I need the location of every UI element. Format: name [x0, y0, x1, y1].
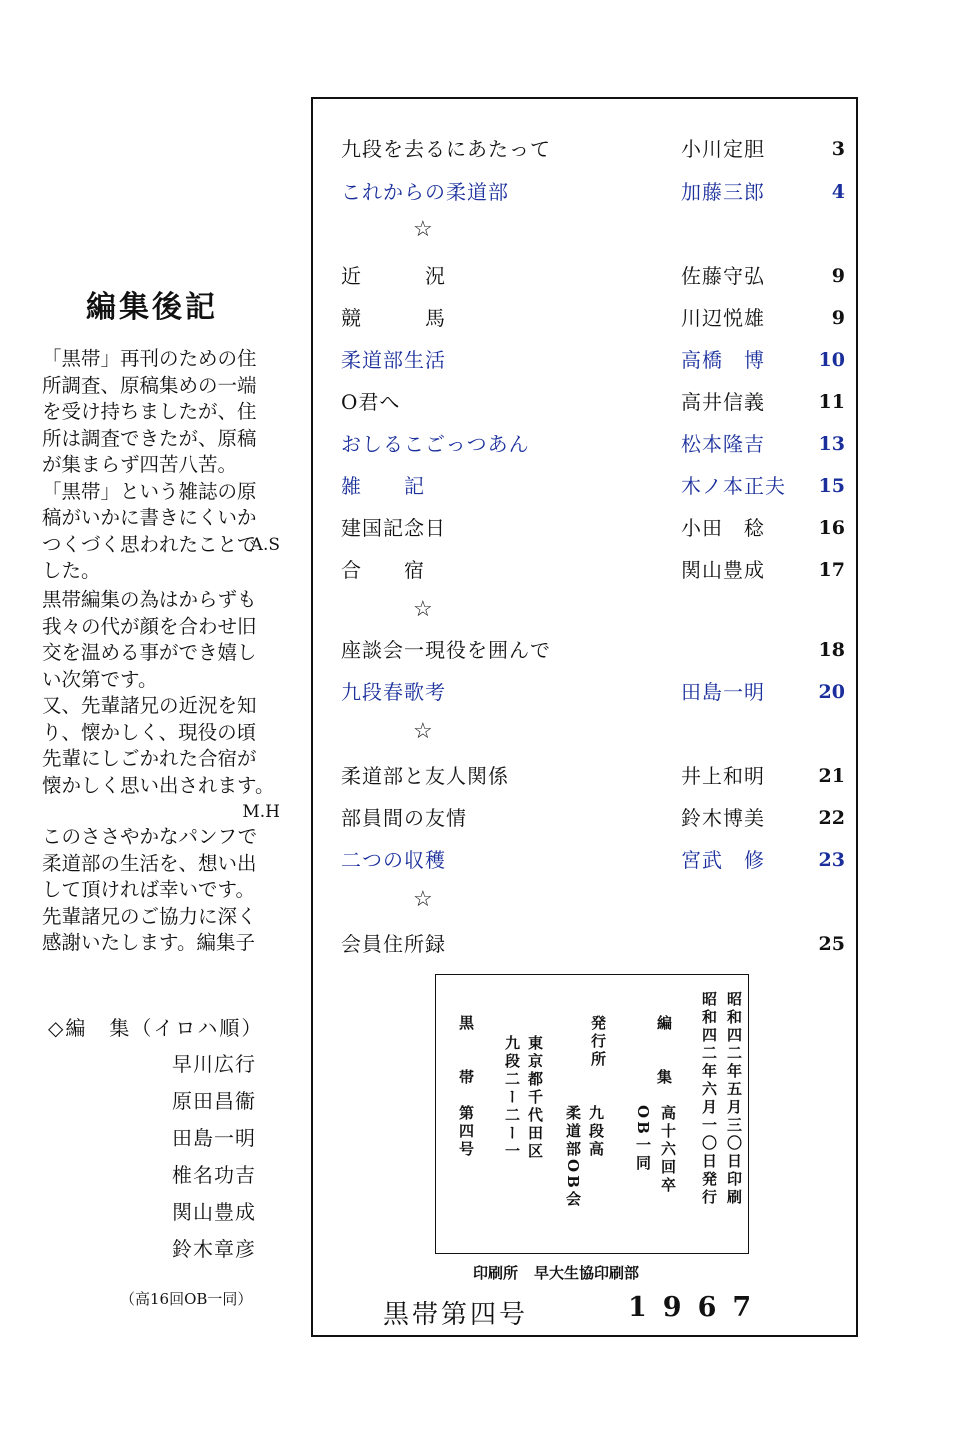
toc-page-number: 17 — [818, 559, 845, 581]
toc-title: 柔道部と友人関係 — [341, 764, 509, 788]
note-line: 先輩にしごかれた合宿が — [42, 747, 257, 770]
toc-title: これからの柔道部 — [341, 180, 509, 204]
toc-title: 建国記念日 — [341, 516, 446, 540]
toc-author: 小田 稔 — [681, 516, 765, 540]
toc-entry — [341, 303, 851, 333]
toc-author: 小川定胆 — [681, 137, 765, 161]
colophon-column: 発行所 — [589, 1015, 607, 1069]
toc-entry — [341, 345, 851, 375]
toc-author: 川辺悦雄 — [681, 306, 765, 330]
toc-page-number: 10 — [818, 349, 845, 371]
note-line: 感謝いたします。編集子 — [42, 931, 255, 954]
note-line: い次第です。 — [42, 667, 158, 691]
toc-entry — [341, 929, 851, 959]
toc-title: 九段を去るにあたって — [341, 137, 551, 161]
toc-title: O君へ — [341, 390, 401, 414]
note-signature: M.H — [242, 802, 280, 822]
toc-title: 二つの収穫 — [341, 848, 446, 872]
toc-page-number: 21 — [818, 765, 845, 787]
note-line: 所は調査できたが、原稿 — [42, 426, 257, 450]
toc-title: 部員間の友情 — [341, 806, 467, 830]
toc-author: 高井信義 — [681, 390, 765, 414]
note-signature: A.S — [250, 535, 280, 555]
toc-entry — [341, 134, 851, 164]
note-line: 先輩諸兄のご協力に深く — [42, 904, 257, 928]
toc-entry — [341, 635, 851, 665]
toc-title: 会員住所録 — [341, 932, 446, 956]
afterword-note — [42, 824, 302, 957]
publication-title: 黒帯第四号 — [383, 1300, 529, 1330]
toc-page-number: 25 — [818, 933, 845, 955]
editors-list — [172, 1046, 256, 1268]
editors-heading: ◇編 集（イロハ順） — [48, 1016, 264, 1040]
note-line: 所調査、原稿集めの一端 — [42, 373, 257, 397]
toc-author: 松本隆吉 — [681, 432, 765, 456]
toc-title: 九段春歌考 — [341, 680, 446, 704]
toc-title: おしるこごっつあん — [341, 432, 530, 456]
toc-entry — [341, 803, 851, 833]
note-line: 黒帯編集の為はからずも — [42, 588, 257, 611]
toc-entry — [341, 177, 851, 207]
afterword-title: 編集後記 — [86, 290, 218, 325]
note-line: 「黒帯」再刊のための住 — [42, 347, 257, 370]
toc-entry — [341, 261, 851, 291]
toc-page-number: 23 — [818, 849, 845, 871]
toc-author: 宮武 修 — [681, 848, 765, 872]
toc-author: 木ノ本正夫 — [681, 474, 786, 498]
toc-entry — [341, 677, 851, 707]
printer-name: 早大生協印刷部 — [534, 1264, 640, 1282]
editors-footnote: （高16回OB一同） — [120, 1290, 253, 1308]
note-line: した。 — [42, 559, 101, 582]
toc-page-number: 18 — [818, 639, 845, 661]
toc-entry — [341, 513, 851, 543]
note-line: して頂ければ幸いです。 — [42, 878, 255, 901]
printer-label: 印刷所 — [473, 1264, 519, 1282]
editor-name: 椎名功吉 — [172, 1163, 256, 1187]
toc-page-number: 11 — [818, 391, 845, 413]
colophon-column: OB一同 — [634, 1105, 652, 1173]
star-divider: ☆ — [413, 719, 433, 744]
toc-entry — [341, 845, 851, 875]
note-line: つくづく思われたことで — [42, 532, 257, 556]
toc-page-number: 3 — [831, 138, 845, 160]
note-line: このささやかなパンフで — [42, 825, 258, 848]
note-line: が集まらず四苦八苦。 — [42, 453, 238, 476]
colophon-column: 第四号 — [457, 1105, 475, 1159]
toc-entry — [341, 471, 851, 501]
toc-entry — [341, 555, 851, 585]
star-divider: ☆ — [413, 217, 433, 242]
colophon-box — [435, 974, 749, 1254]
editor-name: 田島一明 — [172, 1126, 256, 1150]
note-line: 稿がいかに書きにくいか — [42, 506, 257, 529]
colophon-column: 九段二ー二ー一 — [503, 1035, 521, 1161]
colophon-column: 昭和四二年六月一〇日発行 — [700, 991, 718, 1207]
colophon-column: 編 集 — [655, 1015, 673, 1087]
toc-page-number: 13 — [818, 433, 845, 455]
toc-author: 井上和明 — [681, 764, 765, 788]
afterword-note — [42, 587, 302, 826]
toc-entry — [341, 387, 851, 417]
colophon-column: 昭和四二年五月三〇日印刷 — [725, 991, 743, 1207]
toc-author: 佐藤守弘 — [681, 264, 765, 288]
toc-author: 田島一明 — [681, 680, 765, 704]
editor-name: 早川広行 — [172, 1052, 256, 1076]
toc-entry — [341, 429, 851, 459]
toc-page-number: 20 — [818, 681, 845, 703]
printer-line — [473, 1262, 639, 1283]
toc-page-number: 16 — [818, 517, 845, 539]
colophon-column: 高十六回卒 — [659, 1105, 677, 1195]
toc-title: 競 馬 — [341, 306, 446, 330]
toc-page-number: 4 — [831, 181, 845, 203]
colophon-column: 黒 帯 — [457, 1015, 475, 1087]
note-line: 懐かしく思い出されます。 — [42, 773, 275, 797]
note-line: 我々の代が顔を合わせ旧 — [42, 614, 257, 638]
toc-title: 近 況 — [341, 264, 446, 288]
afterword-note — [42, 346, 302, 585]
toc-page-number: 15 — [818, 475, 845, 497]
toc-page-number: 9 — [831, 265, 845, 287]
toc-title: 座談会一現役を囲んで — [341, 638, 551, 662]
note-line: り、懐かしく、現役の頃 — [42, 720, 257, 744]
editor-name: 鈴木章彦 — [172, 1237, 256, 1261]
publication-year: 1967 — [628, 1292, 768, 1323]
editor-name: 関山豊成 — [172, 1200, 256, 1224]
note-line: 「黒帯」という雑誌の原 — [42, 479, 257, 503]
contents-frame — [311, 97, 858, 1337]
toc-title: 雑 記 — [341, 474, 425, 498]
colophon-column: 東京都千代田区 — [526, 1035, 544, 1161]
star-divider: ☆ — [413, 887, 433, 912]
toc-page-number: 22 — [818, 807, 845, 829]
toc-author: 高橋 博 — [681, 348, 765, 372]
toc-title: 合 宿 — [341, 558, 425, 582]
colophon-column: 九段高 — [587, 1105, 605, 1159]
toc-title: 柔道部生活 — [341, 348, 446, 372]
colophon-column: 柔道部OB会 — [564, 1105, 582, 1209]
note-line: 又、先輩諸兄の近況を知 — [42, 694, 257, 717]
star-divider: ☆ — [413, 597, 433, 622]
editor-name: 原田昌衞 — [172, 1089, 256, 1113]
note-line: 交を温める事ができ嬉し — [42, 641, 257, 664]
note-line: を受け持ちましたが、住 — [42, 400, 257, 423]
note-line: 柔道部の生活を、想い出 — [42, 851, 257, 875]
toc-page-number: 9 — [831, 307, 845, 329]
toc-author: 加藤三郎 — [681, 180, 765, 204]
toc-author: 関山豊成 — [681, 558, 765, 582]
toc-author: 鈴木博美 — [681, 806, 765, 830]
toc-entry — [341, 761, 851, 791]
